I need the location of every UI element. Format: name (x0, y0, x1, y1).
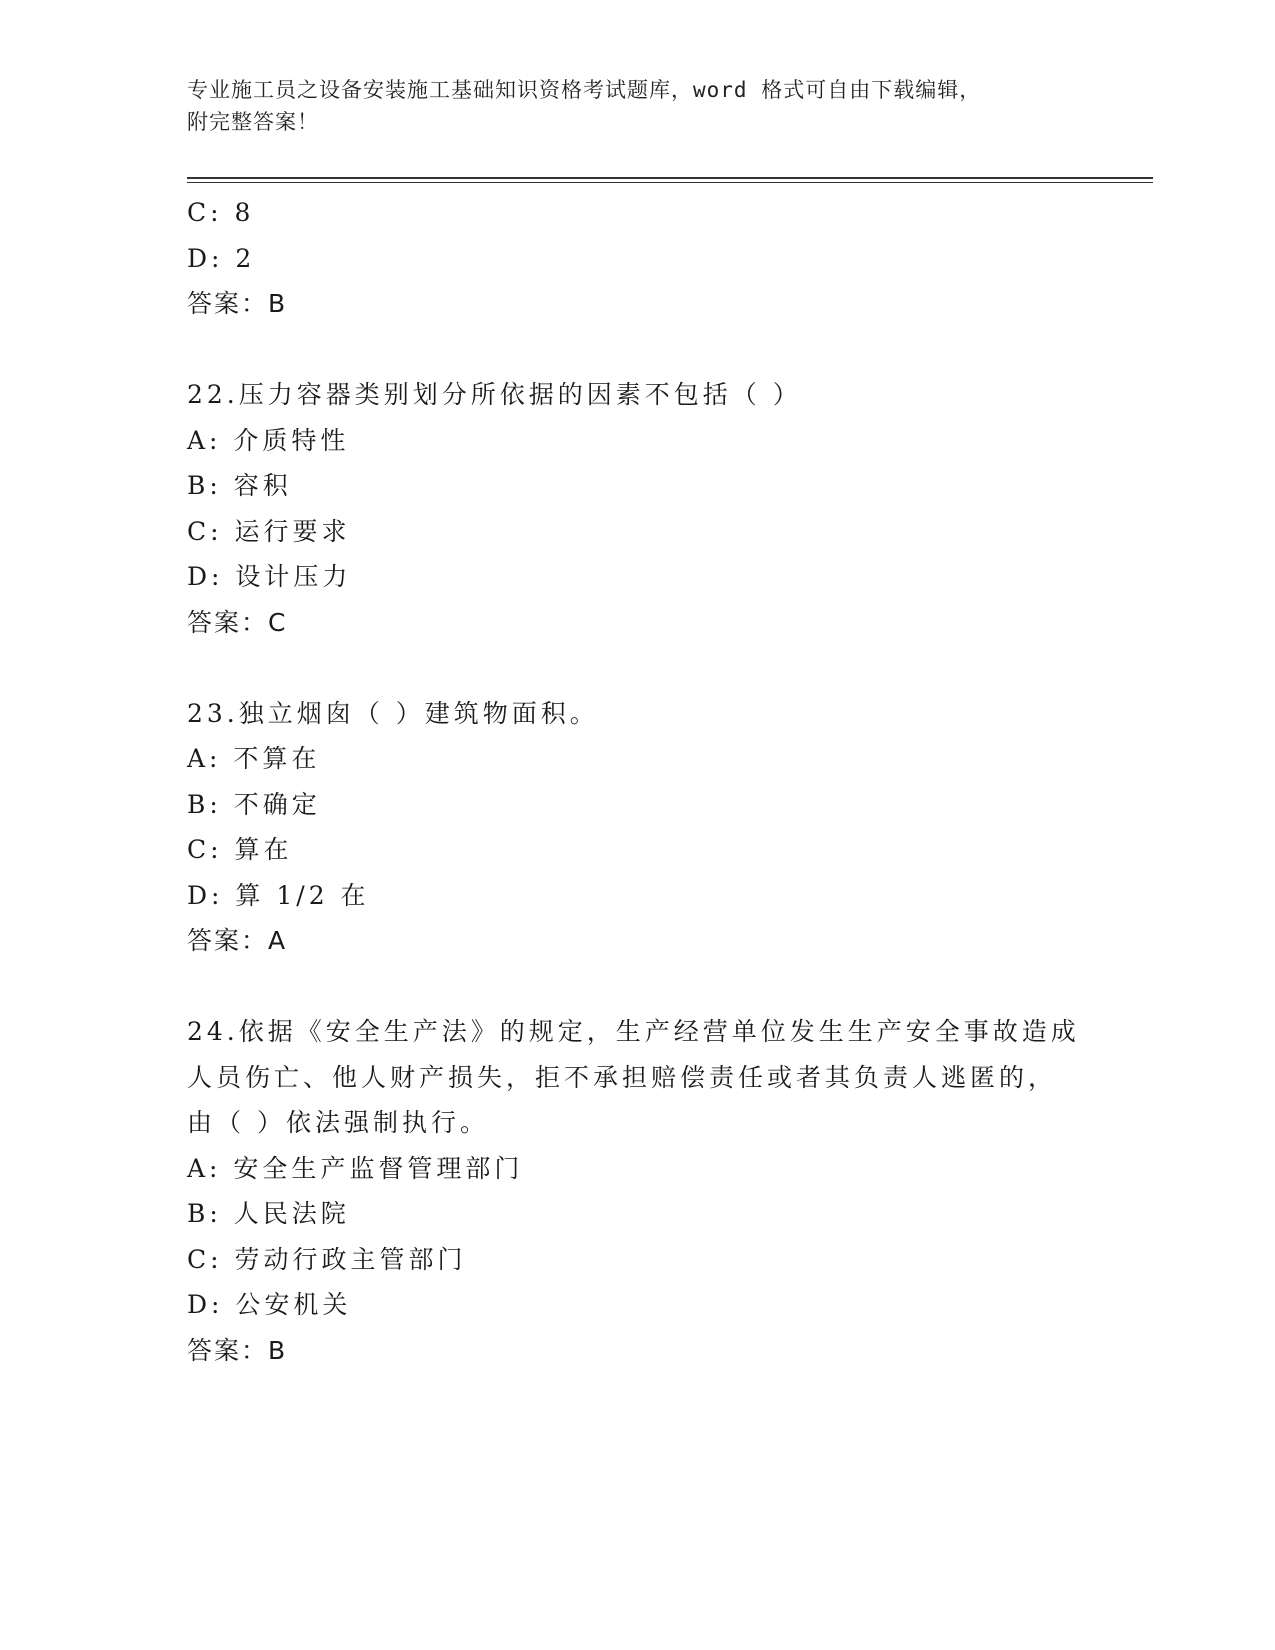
question-stem-line-2: 人员伤亡、他人财产损失，拒不承担赔偿责任或者其负责人逃匿的， (187, 1062, 1058, 1092)
answer-line: 答案：C (187, 607, 288, 637)
question-stem-line-3: 由（ ）依法强制执行。 (187, 1108, 489, 1137)
option-b: B: 人民法院 (187, 1199, 350, 1228)
header-divider-thick (187, 177, 1153, 179)
header-line-2: 附完整答案！ (187, 110, 319, 134)
question-list (187, 190, 1087, 1373)
spacer (187, 327, 1087, 373)
option-a: A: 不算在 (187, 744, 321, 773)
option-a: A: 安全生产监督管理部门 (187, 1153, 524, 1183)
question-24 (187, 1009, 1087, 1373)
question-22 (187, 372, 1087, 645)
answer-line: 答案：B (187, 1335, 288, 1365)
page-header (187, 74, 1067, 138)
option-d: D: 算 1/2 在 (187, 880, 370, 910)
header-divider-thin (187, 182, 1153, 183)
answer-line: 答案：A (187, 926, 288, 955)
option-c: C: 8 (187, 198, 255, 227)
question-stem-line-1: 24.依据《安全生产法》的规定，生产经营单位发生生产安全事故造成 (187, 1017, 1080, 1046)
option-c: C: 劳动行政主管部门 (187, 1244, 467, 1274)
question-21-tail (187, 190, 1087, 327)
option-b: B: 容积 (187, 471, 292, 500)
option-b: B: 不确定 (187, 789, 321, 819)
option-d: D: 设计压力 (187, 562, 352, 591)
spacer (187, 645, 1087, 691)
option-d: D: 2 (187, 243, 256, 273)
option-c: C: 算在 (187, 835, 293, 864)
question-stem: 22.压力容器类别划分所依据的因素不包括（ ） (187, 380, 802, 409)
header-line-1: 专业施工员之设备安装施工基础知识资格考试题库，word 格式可自由下载编辑， (187, 78, 982, 102)
spacer (187, 964, 1087, 1010)
option-d: D: 公安机关 (187, 1290, 352, 1319)
option-c: C: 运行要求 (187, 516, 351, 546)
option-a: A: 介质特性 (187, 425, 350, 455)
question-stem: 23.独立烟囱（ ）建筑物面积。 (187, 698, 599, 728)
answer-line: 答案：B (187, 289, 288, 318)
question-23 (187, 691, 1087, 964)
